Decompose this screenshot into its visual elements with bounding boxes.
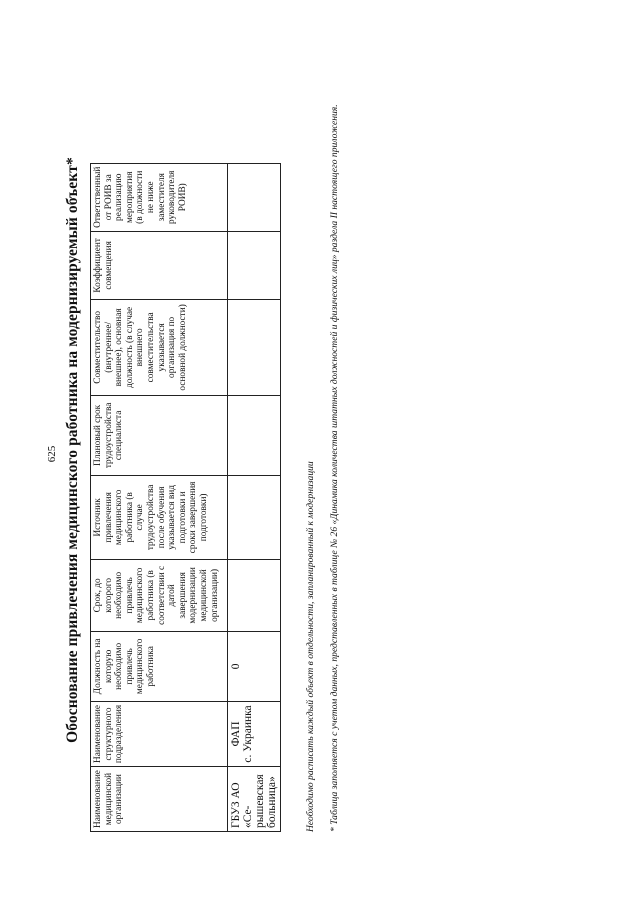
footnote: * Таблица заполняется с учетом данных, представленных в таблице № 26 «Динамика количества штатных должностей и физических лиц» раздела II настоящего приложения. — [329, 104, 340, 832]
header-cell: Совместительство (внутреннее/ внешнее), основная должность (в случае внешнего совместительства указывается организация по основной должности) — [91, 299, 228, 395]
planned-date-cell — [228, 395, 281, 475]
unit-name: ФАП — [230, 721, 242, 747]
header-cell: Должность на которую необходимо привлечь медицинского работника — [91, 631, 228, 701]
unit-cell — [228, 701, 281, 766]
header-cell: Ответственный от РОИВ за реализацию мероприятия (в должности не ниже заместителя руководителя РОИВ) — [91, 163, 228, 231]
coefficient-cell — [228, 231, 281, 299]
combination-cell — [228, 299, 281, 395]
header-cell: Коэффициент совмещения — [91, 231, 228, 299]
header-cell: Источник привлечения медицинского работника (в случае трудоустройства после обучения указывается вид подготовки и сроки завершения подготовки) — [91, 475, 228, 559]
document-title: Обоснование привлечения медицинского работника на модернизируемый объект* — [64, 157, 81, 743]
header-cell: Наименование структурного подразделения — [91, 701, 228, 766]
header-cell: Наименование медицинской организации — [91, 767, 228, 832]
note-line: Необходимо расписать каждый объект в отдельности, запланированный к модернизации — [305, 461, 316, 832]
deadline-cell — [228, 559, 281, 631]
org-name-cell: ГБУЗ АО «Се- рышевская больница» — [228, 767, 281, 832]
position-cell: 0 — [228, 631, 281, 701]
header-cell: Плановый срок трудоустройства специалиста — [91, 395, 228, 475]
header-cell: Срок, до которого необходимо привлечь медицинского работника (в соответствии с датой завершения модернизации медицинской организации) — [91, 559, 228, 631]
table-row — [228, 163, 281, 831]
notes — [305, 52, 341, 832]
source-cell — [228, 475, 281, 559]
justification-table — [90, 163, 281, 832]
page-number: 625 — [46, 445, 58, 463]
responsible-cell — [228, 163, 281, 231]
unit-location: с. Украинка — [242, 705, 254, 763]
table-header-row — [91, 163, 228, 831]
